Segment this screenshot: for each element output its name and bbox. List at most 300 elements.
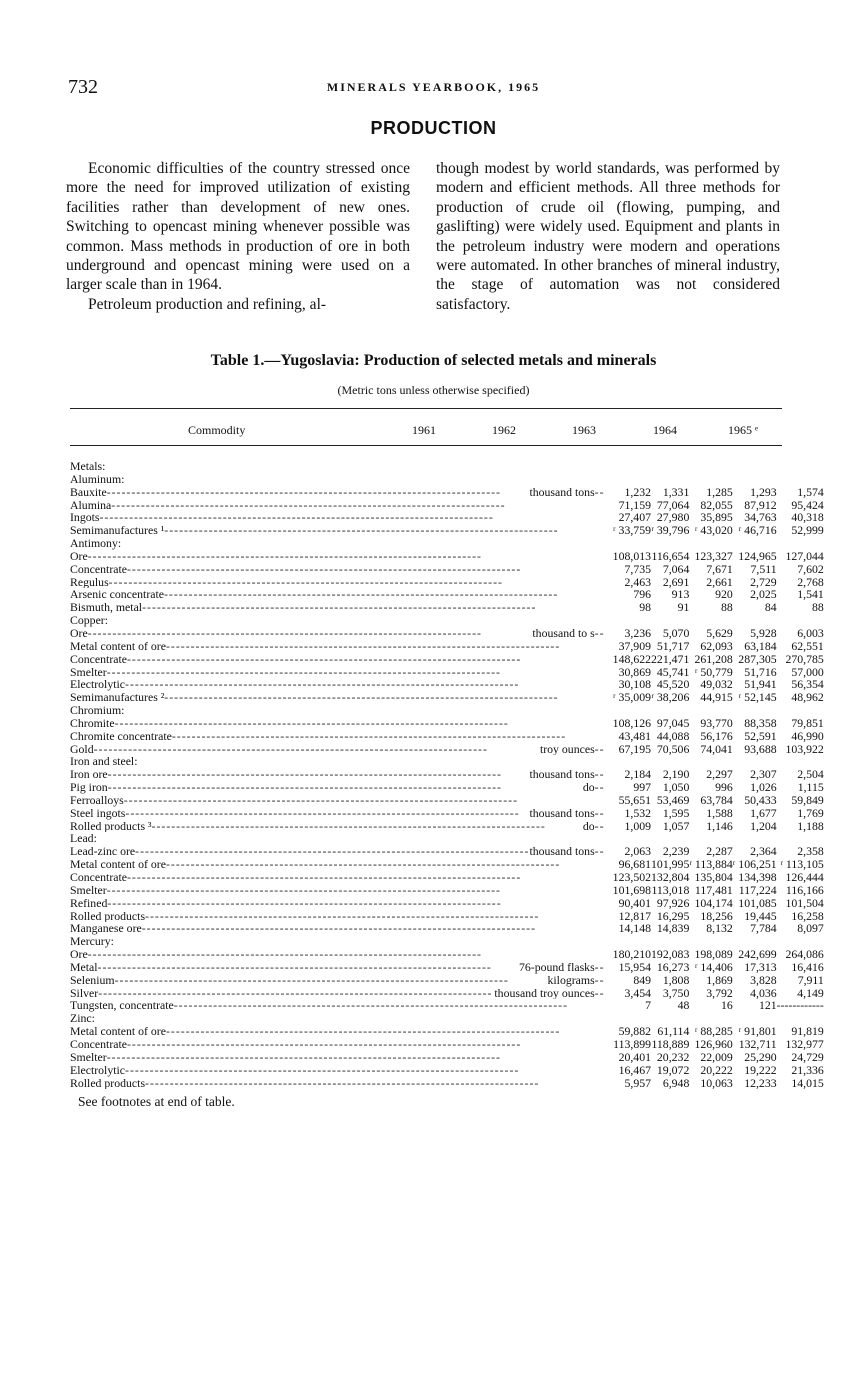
value-cell: 2,358 xyxy=(797,844,824,859)
value-cell: 62,093 xyxy=(700,638,733,653)
commodity-name: Metal content of ore xyxy=(70,858,166,871)
value-cell: ʳ 35,009 xyxy=(613,690,652,705)
value-cell: 16,258 xyxy=(791,908,824,923)
leader-dots: -------------------------------------------------------------------------------- xyxy=(127,562,522,576)
table-row xyxy=(70,717,824,730)
leader-dots: -------------------------------------------------------------------------------- xyxy=(127,1037,522,1051)
value-cell: 25,290 xyxy=(744,1049,777,1064)
commodity-name: Concentrate xyxy=(70,652,127,666)
leader-dots: -------------------------------------------------------------------------------- xyxy=(107,781,502,794)
commodity-cell xyxy=(70,486,613,499)
unit-label: thousand tons xyxy=(529,845,595,859)
value-cell xyxy=(651,460,689,473)
value-cell: 192,083 xyxy=(651,947,690,962)
value-cell: 88 xyxy=(812,600,824,615)
value-cell xyxy=(777,704,824,717)
table-row xyxy=(70,524,824,537)
unit-label: do xyxy=(582,819,595,833)
value-cell xyxy=(733,704,777,717)
value-cell: 98 xyxy=(639,600,652,615)
value-cell: 52,999 xyxy=(791,523,824,538)
value-cell xyxy=(689,704,732,717)
value-cell: 87,912 xyxy=(744,497,777,512)
table-top-rule xyxy=(70,408,782,409)
value-cell: 43,481 xyxy=(618,728,652,743)
value-cell: 5,928 xyxy=(750,625,777,640)
leader-dots: -------------------------------------------------------------------------------- xyxy=(106,1050,501,1064)
value-cell: 16,295 xyxy=(656,908,690,923)
commodity-name: Zinc: xyxy=(70,1012,95,1026)
value-cell: ʳ 88,285 xyxy=(694,1024,733,1039)
table-row xyxy=(70,948,824,961)
value-cell xyxy=(613,704,651,717)
value-cell: 51,717 xyxy=(656,638,690,653)
value-cell xyxy=(733,537,777,550)
value-cell: 61,114 xyxy=(657,1024,690,1039)
value-cell: ʳ 113,884 xyxy=(689,857,733,872)
commodity-name: Iron ore xyxy=(70,768,108,782)
value-cell: 30,108 xyxy=(618,677,652,692)
value-cell: ʳ 52,145 xyxy=(738,690,777,705)
value-cell: 7 xyxy=(645,998,652,1013)
commodity-cell xyxy=(70,1012,613,1025)
value-cell: 1,026 xyxy=(750,780,777,795)
value-cell: 56,176 xyxy=(700,728,733,743)
commodity-cell xyxy=(70,588,613,601)
table-row xyxy=(70,576,824,589)
commodity-cell xyxy=(70,832,613,845)
commodity-name: Steel ingots xyxy=(70,806,126,820)
value-cell: 18,256 xyxy=(700,908,733,923)
commodity-cell xyxy=(70,601,613,614)
commodity-cell xyxy=(70,511,613,524)
commodity-name: Iron and steel: xyxy=(70,755,138,769)
commodity-cell xyxy=(70,768,613,781)
leader-dots: -- xyxy=(594,845,605,859)
leader-dots: -- xyxy=(594,626,605,640)
value-cell: 101,698 xyxy=(612,882,652,897)
value-cell: 8,097 xyxy=(797,921,824,936)
table-title: Table 1.—Yugoslavia: Production of selected metals and minerals xyxy=(210,352,657,369)
page-number: 732 xyxy=(68,76,98,98)
value-cell: 3,828 xyxy=(750,972,777,987)
table-row xyxy=(70,820,824,833)
value-cell: 51,941 xyxy=(744,677,777,692)
table-header-rule xyxy=(70,445,782,446)
commodity-cell xyxy=(70,627,613,640)
value-cell: 104,174 xyxy=(694,895,733,910)
value-cell: 71,159 xyxy=(618,497,652,512)
value-cell: 103,922 xyxy=(785,741,824,756)
value-cell: 14,015 xyxy=(791,1075,824,1090)
commodity-cell xyxy=(70,781,613,794)
value-cell xyxy=(613,473,651,486)
table-row xyxy=(70,691,824,704)
value-cell xyxy=(777,473,824,486)
commodity-cell xyxy=(70,1064,613,1077)
value-cell: 7,735 xyxy=(624,561,652,576)
value-cell: 2,239 xyxy=(662,844,690,859)
value-cell: 70,506 xyxy=(656,741,690,756)
value-cell: 997 xyxy=(633,780,652,795)
value-cell: 48 xyxy=(677,998,690,1013)
unit-label: thousand troy ounces xyxy=(494,986,595,1000)
value-cell xyxy=(651,704,689,717)
value-cell: 1,050 xyxy=(662,780,690,795)
value-cell: 93,688 xyxy=(744,741,777,756)
leader-dots: -------------------------------------------------------------------------------- xyxy=(98,986,493,1000)
value-cell: 1,285 xyxy=(706,484,733,499)
leader-dots: -------------------------------------------------------------------------------- xyxy=(151,819,546,833)
value-cell: 1,146 xyxy=(706,818,733,833)
value-cell: 63,784 xyxy=(700,792,733,807)
leader-dots: -------------------------------------------------------------------------------- xyxy=(135,845,530,859)
commodity-name: Chromium: xyxy=(70,704,125,717)
value-cell: 1,057 xyxy=(662,818,690,833)
commodity-name: Electrolytic xyxy=(70,1063,126,1077)
leader-dots: -- xyxy=(594,973,605,987)
value-cell: ʳ 33,759 xyxy=(613,523,652,538)
value-cell: 30,869 xyxy=(618,664,652,679)
value-cell: 21,336 xyxy=(791,1062,824,1077)
value-cell: 996 xyxy=(715,780,733,795)
commodity-cell xyxy=(70,794,613,807)
value-cell: 7,064 xyxy=(662,561,690,576)
value-cell: 1,188 xyxy=(797,818,824,833)
leader-dots: -------------------------------------------------------------------------------- xyxy=(87,626,482,640)
value-cell: 242,699 xyxy=(738,947,777,962)
commodity-cell xyxy=(70,1051,613,1064)
value-cell: 50,433 xyxy=(744,792,777,807)
commodity-cell xyxy=(70,922,613,935)
page-header xyxy=(0,0,867,110)
value-cell: 4,149 xyxy=(797,985,824,1000)
value-cell: 6,003 xyxy=(797,625,824,640)
leader-dots: -------------------------------------------------------------------------------- xyxy=(164,588,559,602)
value-cell: 59,849 xyxy=(791,792,824,807)
unit-label: thousand tons xyxy=(529,768,595,782)
column-header-1961: 1961 xyxy=(412,423,436,437)
commodity-cell xyxy=(70,499,613,512)
commodity-name: Ferroalloys xyxy=(70,793,124,807)
value-cell xyxy=(613,460,651,473)
commodity-name: Tungsten, concentrate xyxy=(70,999,174,1013)
value-cell xyxy=(777,537,824,550)
value-cell: 1,541 xyxy=(797,587,824,602)
commodity-cell xyxy=(70,755,613,768)
value-cell: 1,331 xyxy=(662,484,690,499)
commodity-name: Smelter xyxy=(70,883,107,897)
leader-dots: -------------------------------------------------------------------------------- xyxy=(164,524,559,538)
leader-dots: -------------------------------------------------------------------------------- xyxy=(99,511,494,525)
value-cell: 5,957 xyxy=(624,1075,652,1090)
value-cell: 116,166 xyxy=(785,882,824,897)
value-cell xyxy=(689,460,732,473)
value-cell: ʳ 113,105 xyxy=(780,857,824,872)
value-cell: 287,305 xyxy=(738,651,777,666)
value-cell: 35,895 xyxy=(700,510,733,525)
value-cell: 82,055 xyxy=(700,497,733,512)
commodity-name: Antimony: xyxy=(70,537,122,550)
unit-label: thousand tons xyxy=(529,806,595,820)
commodity-cell xyxy=(70,1038,613,1051)
value-cell: 14,148 xyxy=(618,921,652,936)
value-cell: 79,851 xyxy=(791,715,824,730)
value-cell: 7,671 xyxy=(706,561,733,576)
value-cell: ʳ 14,406 xyxy=(694,959,733,974)
commodity-name: Ore xyxy=(70,549,88,563)
value-cell xyxy=(651,537,689,550)
value-cell: 1,677 xyxy=(750,805,777,820)
value-cell xyxy=(651,473,689,486)
value-cell: 7,911 xyxy=(797,972,824,987)
leader-dots: -- xyxy=(594,819,605,833)
commodity-name: Rolled products xyxy=(70,1076,146,1090)
commodity-name: Pig iron xyxy=(70,781,108,794)
value-cell: 2,307 xyxy=(750,767,777,782)
value-cell: 1,232 xyxy=(624,484,652,499)
table-row xyxy=(70,743,824,756)
commodity-cell xyxy=(70,948,613,961)
value-cell: ʳ 91,801 xyxy=(738,1024,777,1039)
value-cell: 2,364 xyxy=(750,844,777,859)
leader-dots: -------------------------------------------------------------------------------- xyxy=(171,729,567,743)
column-header-1965: 1965 ᵉ xyxy=(728,423,759,437)
leader-dots: -------------------------------------------------------------------------------- xyxy=(123,793,519,807)
value-cell: 56,354 xyxy=(791,677,824,692)
value-cell: 132,711 xyxy=(738,1036,777,1051)
leader-dots: -------------------------------------------------------------------------------- xyxy=(87,948,482,961)
leader-dots: -------------------------------------------------------------------------------- xyxy=(127,652,522,666)
value-cell: 40,318 xyxy=(791,510,824,525)
leader-dots: -------------------------------------------------------------------------------- xyxy=(173,999,569,1013)
commodity-cell xyxy=(70,460,613,473)
value-cell: 37,909 xyxy=(618,638,652,653)
leader-dots: -- xyxy=(594,986,605,1000)
value-cell: 51,716 xyxy=(744,664,777,679)
table-row xyxy=(70,588,824,601)
leader-dots: -------------------------------------------------------------------------------- xyxy=(106,665,501,679)
value-cell: 2,768 xyxy=(797,574,824,589)
value-cell: 126,444 xyxy=(785,870,824,884)
commodity-cell xyxy=(70,845,613,858)
value-cell: 22,009 xyxy=(700,1049,733,1064)
commodity-cell xyxy=(70,666,613,679)
commodity-name: Aluminum: xyxy=(70,472,125,486)
table-body xyxy=(70,460,824,1089)
table-row xyxy=(70,486,824,499)
value-cell: 45,520 xyxy=(656,677,690,692)
value-cell: 2,729 xyxy=(750,574,777,589)
right-text-column xyxy=(436,159,780,314)
value-cell: 121 xyxy=(758,998,777,1013)
leader-dots: -------------------------------------------------------------------------------- xyxy=(97,960,492,974)
value-cell: 4,036 xyxy=(750,985,777,1000)
table-row xyxy=(70,1077,824,1090)
value-cell: 849 xyxy=(633,972,652,987)
value-cell xyxy=(777,460,824,473)
value-cell: 1,769 xyxy=(797,805,824,820)
leader-dots: -------------------------------------------------------------------------------- xyxy=(125,1063,520,1077)
table-row xyxy=(70,473,824,486)
value-cell: 27,980 xyxy=(656,510,690,525)
table-row xyxy=(70,871,824,884)
unit-label: do xyxy=(582,781,595,794)
column-header-1963: 1963 xyxy=(572,423,596,437)
value-cell: 15,954 xyxy=(618,959,652,974)
unit-label: troy ounces xyxy=(539,742,595,756)
value-cell: 97,045 xyxy=(656,715,690,730)
table-row xyxy=(70,1038,824,1051)
value-cell: 7,511 xyxy=(750,561,777,576)
commodity-cell xyxy=(70,807,613,820)
value-cell: 12,817 xyxy=(618,908,652,923)
commodity-cell xyxy=(70,884,613,897)
value-cell: 127,044 xyxy=(785,548,824,563)
commodity-name: Rolled products ³ xyxy=(70,819,152,833)
value-cell: 148,622 xyxy=(612,651,652,666)
value-cell: 117,224 xyxy=(738,882,777,897)
value-cell: 2,184 xyxy=(624,767,652,782)
value-cell: 17,313 xyxy=(744,959,777,974)
leader-dots: -------------------------------------------------------------------------------- xyxy=(106,485,501,499)
value-cell: 7,602 xyxy=(797,561,824,576)
value-cell: 108,013 xyxy=(612,548,652,563)
value-cell: 16,416 xyxy=(791,959,824,974)
paragraph: Economic difficulties of the country stressed once more the need for improved utilization of existing facilities rather than development of new ones. Switching to opencast mining whenever possible was common. Mass methods in production of ore in both underground and opencast mining were used on a larger scale than in 1964. xyxy=(66,160,410,294)
leader-dots: -------------------------------------------------------------------------------- xyxy=(141,922,537,936)
commodity-cell xyxy=(70,537,613,550)
leader-dots: -------------------------------------------------------------------------------- xyxy=(111,498,506,512)
value-cell: 116,654 xyxy=(651,548,690,563)
table-row xyxy=(70,768,824,781)
value-cell: ------------ xyxy=(776,998,824,1013)
value-cell xyxy=(613,537,651,550)
value-cell: 126,960 xyxy=(694,1036,733,1051)
leader-dots: -------------------------------------------------------------------------------- xyxy=(165,858,561,871)
value-cell: 1,588 xyxy=(706,805,733,820)
leader-dots: -------------------------------------------------------------------------------- xyxy=(107,896,502,910)
value-cell: 45,741 xyxy=(656,664,690,679)
leader-dots: -------------------------------------------------------------------------------- xyxy=(93,742,488,756)
table-row xyxy=(70,704,824,717)
commodity-name: Bauxite xyxy=(70,485,107,499)
commodity-name: Ingots xyxy=(70,511,100,525)
value-cell: 90,401 xyxy=(618,895,652,910)
leader-dots: -------------------------------------------------------------------------------- xyxy=(114,716,509,730)
value-cell: 19,072 xyxy=(656,1062,690,1077)
value-cell: 53,469 xyxy=(656,792,690,807)
leader-dots: -------------------------------------------------------------------------------- xyxy=(125,678,520,692)
leader-dots: -------------------------------------------------------------------------------- xyxy=(114,973,509,987)
value-cell: 59,882 xyxy=(618,1024,652,1039)
value-cell: 135,804 xyxy=(694,870,733,884)
table-row xyxy=(70,999,824,1012)
table-row xyxy=(70,794,824,807)
value-cell: 97,926 xyxy=(656,895,690,910)
leader-dots: -------------------------------------------------------------------------------- xyxy=(87,549,482,563)
commodity-cell xyxy=(70,563,613,576)
value-cell: 101,504 xyxy=(785,895,824,910)
table-row xyxy=(70,550,824,563)
value-cell: 1,595 xyxy=(662,805,690,820)
commodity-cell xyxy=(70,576,613,589)
commodity-name: Bismuth, metal xyxy=(70,601,143,615)
commodity-name: Smelter xyxy=(70,665,107,679)
value-cell: 16,467 xyxy=(618,1062,652,1077)
table-subtitle: (Metric tons unless otherwise specified) xyxy=(337,383,530,397)
table-row xyxy=(70,807,824,820)
value-cell: 180,210 xyxy=(612,947,652,962)
value-cell: 3,750 xyxy=(662,985,690,1000)
table-row xyxy=(70,537,824,550)
commodity-cell xyxy=(70,704,613,717)
value-cell: 920 xyxy=(715,587,733,602)
value-cell xyxy=(689,537,732,550)
value-cell: 2,025 xyxy=(750,587,777,602)
value-cell: 57,000 xyxy=(791,664,824,679)
value-cell: 27,407 xyxy=(618,510,652,525)
value-cell: 132,804 xyxy=(651,870,690,884)
value-cell: 1,293 xyxy=(750,484,777,499)
commodity-cell xyxy=(70,961,613,974)
value-cell: 93,770 xyxy=(700,715,733,730)
value-cell: ʳ 50,779 xyxy=(694,664,733,679)
value-cell: 198,089 xyxy=(694,947,733,962)
commodity-cell xyxy=(70,473,613,486)
commodity-cell xyxy=(70,910,613,923)
commodity-name: Metal xyxy=(70,960,98,974)
column-header-1964: 1964 xyxy=(653,423,677,437)
commodity-name: Chromite concentrate xyxy=(70,729,172,743)
leader-dots: -------------------------------------------------------------------------------- xyxy=(127,871,522,884)
unit-label: thousand to s xyxy=(532,626,595,640)
value-cell: 63,184 xyxy=(744,638,777,653)
leader-dots: -------------------------------------------------------------------------------- xyxy=(145,909,540,923)
leader-dots: -- xyxy=(594,485,605,499)
value-cell: 270,785 xyxy=(785,651,824,666)
commodity-cell xyxy=(70,653,613,666)
value-cell: 55,651 xyxy=(618,792,652,807)
leader-dots: -- xyxy=(594,960,605,974)
value-cell: 1,009 xyxy=(624,818,652,833)
value-cell: 20,232 xyxy=(656,1049,690,1064)
value-cell: 12,233 xyxy=(744,1075,777,1090)
section-title: PRODUCTION xyxy=(370,118,497,138)
table-row xyxy=(70,563,824,576)
value-cell: ʳ 46,716 xyxy=(738,523,777,538)
unit-label: thousand tons xyxy=(529,485,595,499)
table-row xyxy=(70,884,824,897)
table-row xyxy=(70,781,824,794)
production-table xyxy=(70,460,824,1089)
table-row xyxy=(70,922,824,935)
value-cell: 113,018 xyxy=(651,882,690,897)
commodity-name: Concentrate xyxy=(70,562,127,576)
value-cell: 6,948 xyxy=(662,1075,690,1090)
value-cell: 101,085 xyxy=(738,895,777,910)
commodity-name: Smelter xyxy=(70,1050,107,1064)
value-cell: 2,691 xyxy=(662,574,690,589)
value-cell: 10,063 xyxy=(700,1075,733,1090)
leader-dots: -------------------------------------------------------------------------------- xyxy=(108,575,503,589)
value-cell: 5,070 xyxy=(662,625,690,640)
value-cell xyxy=(733,473,777,486)
value-cell: 48,962 xyxy=(791,690,824,705)
value-cell: 2,063 xyxy=(624,844,652,859)
commodity-name: Mercury: xyxy=(70,935,114,949)
table-row xyxy=(70,1051,824,1064)
